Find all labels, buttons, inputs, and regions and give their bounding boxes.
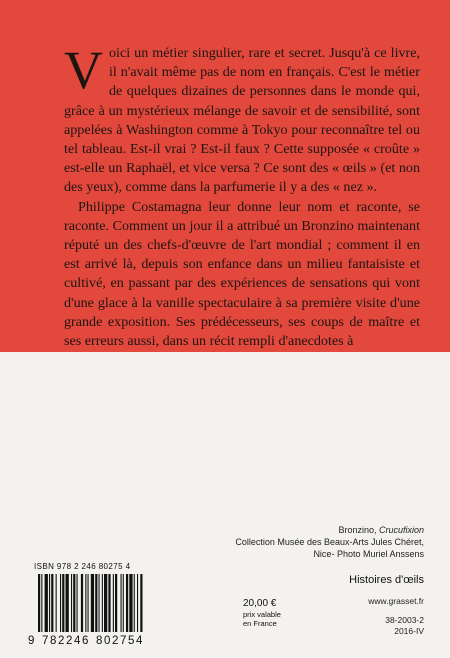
drop-cap: V: [64, 40, 103, 100]
barcode: [38, 574, 192, 632]
price-note-2: en France: [243, 619, 277, 628]
barcode-group-1: 782246: [42, 635, 90, 647]
barcode-lead-digit: 9: [28, 635, 36, 647]
image-credit: [164, 524, 424, 560]
barcode-digits: [28, 635, 203, 647]
publisher-url: www.grasset.fr: [368, 596, 424, 606]
blurb-paragraph-2: Philippe Costamagna leur donne leur nom et raconte, se raconte. Comment un jour il a attribué un Bronzino maintenant réputé un des chefs-d'œuvre de l'art mondial ; comment il en est arrivé là, depuis son enfance dans un milieu fantaisiste et cultivé, en passant par des expériences de sensations qui vont d'une glace à la vanille spectaculaire à sa première visite d'une grande exposition. Ses prédécesseurs, ses coups de maître et ses erreurs aussi, dans un récit rempli d'anecdotes à: [64, 198, 420, 350]
credit-photo: Nice- Photo Muriel Anssens: [313, 549, 424, 559]
catalog-code: 38-2003-2: [385, 615, 424, 625]
price-block: [243, 598, 281, 628]
barcode-group-2: 802754: [95, 635, 144, 647]
blurb-paragraph-1: [64, 40, 420, 198]
credit-work: Crucufixion: [378, 525, 424, 535]
edition-code: 2016-IV: [394, 626, 424, 636]
price-amount: 20,00 €: [243, 598, 277, 609]
isbn-text: ISBN 978 2 246 80275 4: [34, 562, 131, 571]
credit-collection: Collection Musée des Beaux-Arts Jules Chéret,: [235, 537, 424, 547]
back-cover-blurb: [64, 40, 420, 351]
publisher-meta: [368, 596, 424, 637]
credit-artist: Bronzino,: [338, 525, 379, 535]
book-title: Histoires d'œils: [349, 574, 424, 586]
price-note-1: prix valable: [243, 610, 281, 619]
blurb-paragraph-1-text: oici un métier singulier, rare et secret. Jusqu'à ce livre, il n'avait même pas de nom en français. C'est le métier de quelques dizaines de personnes dans le monde qui, grâce à un mystérieux mélange de savoir et de sensibilité, sont appelées à Washington comme à Tokyo pour reconnaître tel ou tel tableau. Est-il vrai ? Est-il faux ? Cette supposée « croûte » est-elle un Raphaël, et vice versa ? Ce sont des « œils » (et non des yeux), comme dans la parfumerie il y a des « nez ».: [64, 45, 420, 196]
